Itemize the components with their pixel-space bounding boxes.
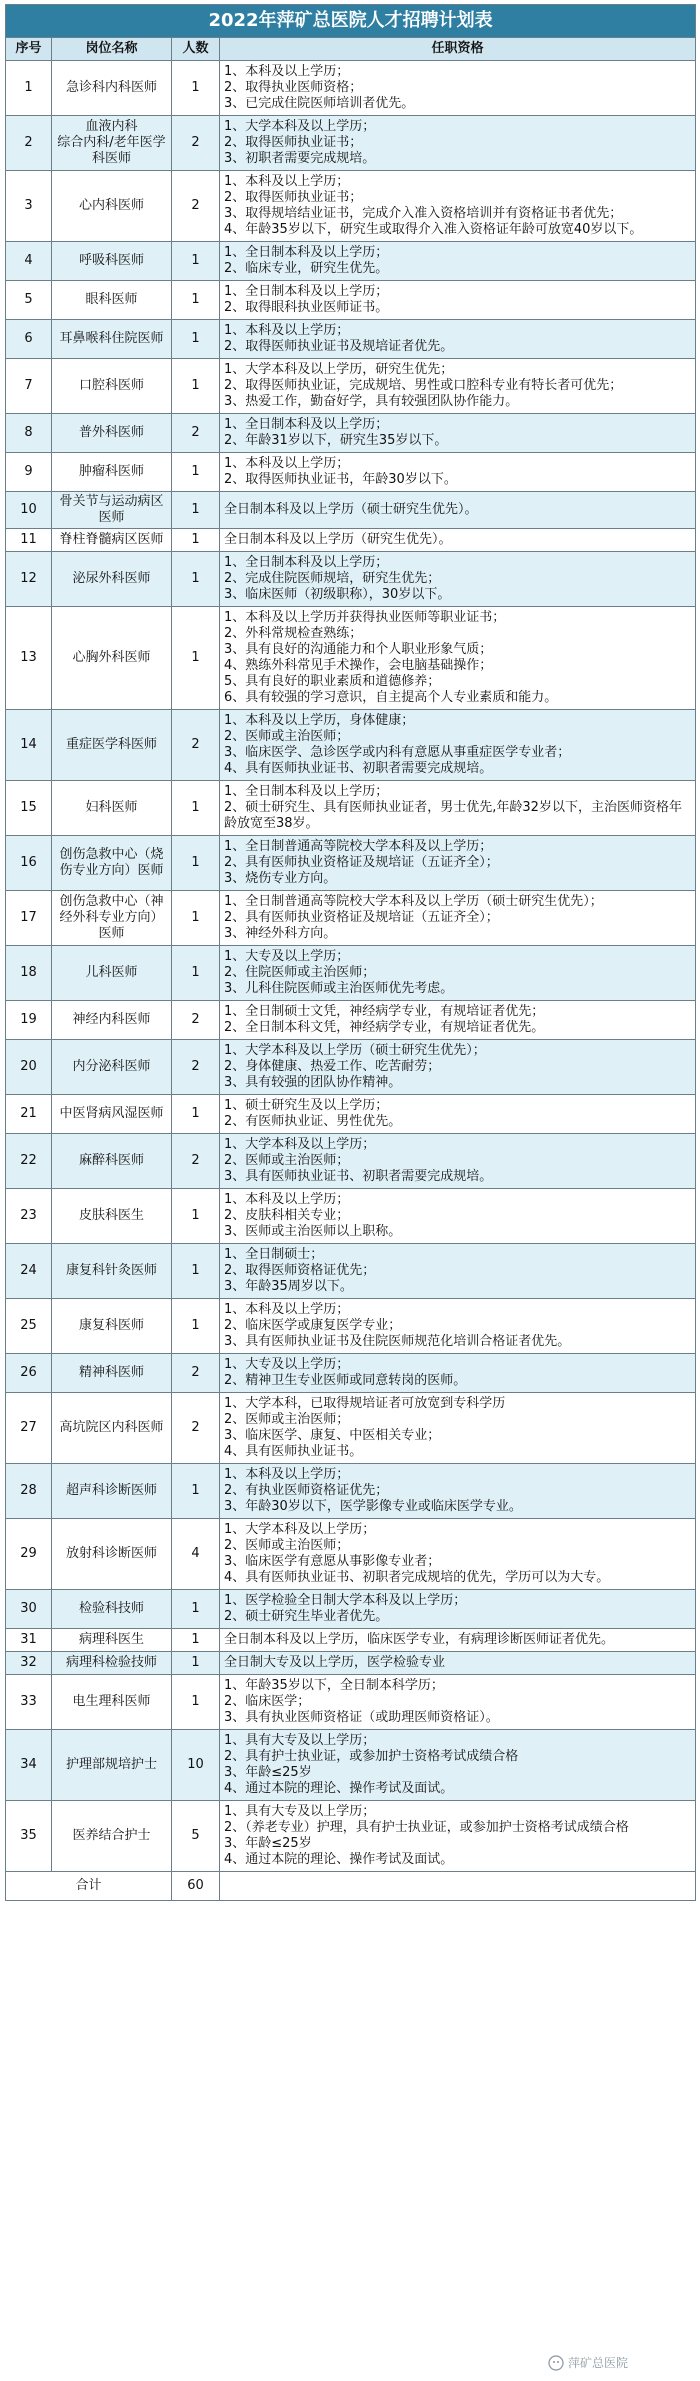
requirement-line: 1、本科及以上学历； xyxy=(224,174,350,189)
row-count: 1 xyxy=(172,1095,220,1134)
requirement-line: 2、取得医师执业证书； xyxy=(224,190,363,205)
table-row xyxy=(6,1590,696,1629)
row-number: 16 xyxy=(6,836,52,891)
requirement-line: 1、全日制硕士文凭，神经病学专业，有规培证者优先； xyxy=(224,1004,545,1019)
row-requirements xyxy=(220,61,696,116)
table-row xyxy=(6,1040,696,1095)
row-count: 2 xyxy=(172,1134,220,1189)
row-requirements xyxy=(220,359,696,414)
requirement-line: 3、医师或主治医师以上职称。 xyxy=(224,1224,402,1239)
requirement-line: 1、大学本科及以上学历； xyxy=(224,1137,376,1152)
row-number: 33 xyxy=(6,1675,52,1730)
table-row xyxy=(6,1730,696,1801)
row-count: 1 xyxy=(172,607,220,710)
row-count: 1 xyxy=(172,946,220,1001)
row-count: 1 xyxy=(172,359,220,414)
row-position: 病理科医生 xyxy=(52,1629,172,1652)
requirement-line: 1、医学检验全日制大学本科及以上学历； xyxy=(224,1593,467,1608)
row-count: 1 xyxy=(172,61,220,116)
row-count: 1 xyxy=(172,781,220,836)
requirement-line: 4、年龄35岁以下，研究生或取得介入准入资格证年龄可放宽40岁以下。 xyxy=(224,222,643,237)
requirement-line: 1、大学本科，已取得规培证者可放宽到专科学历 xyxy=(224,1396,506,1411)
row-requirements xyxy=(220,1001,696,1040)
row-number: 24 xyxy=(6,1244,52,1299)
row-number: 35 xyxy=(6,1801,52,1872)
row-number: 21 xyxy=(6,1095,52,1134)
table-row xyxy=(6,607,696,710)
requirement-line: 1、本科及以上学历； xyxy=(224,1192,350,1207)
row-position: 创伤急救中心（神经外科专业方向）医师 xyxy=(52,891,172,946)
row-number: 27 xyxy=(6,1393,52,1464)
requirement-line: 全日制本科及以上学历（研究生优先）。 xyxy=(224,532,452,547)
requirement-line: 2、精神卫生专业医师或同意转岗的医师。 xyxy=(224,1373,467,1388)
requirement-line: 3、年龄≤25岁 xyxy=(224,1765,312,1780)
row-number: 29 xyxy=(6,1519,52,1590)
row-requirements xyxy=(220,492,696,529)
requirement-line: 3、初职者需要完成规培。 xyxy=(224,151,376,166)
row-position: 检验科技师 xyxy=(52,1590,172,1629)
row-requirements xyxy=(220,414,696,453)
row-number: 26 xyxy=(6,1354,52,1393)
row-requirements xyxy=(220,1299,696,1354)
recruitment-table xyxy=(5,4,696,1901)
row-position: 妇科医师 xyxy=(52,781,172,836)
requirement-line: 4、通过本院的理论、操作考试及面试。 xyxy=(224,1781,454,1796)
table-row xyxy=(6,281,696,320)
requirement-line: 3、年龄30岁以下，医学影像专业或临床医学专业。 xyxy=(224,1499,522,1514)
row-requirements xyxy=(220,1354,696,1393)
row-number: 22 xyxy=(6,1134,52,1189)
table-row xyxy=(6,1001,696,1040)
row-requirements xyxy=(220,891,696,946)
row-count: 1 xyxy=(172,1675,220,1730)
requirement-line: 2、取得医师执业证书及规培证者优先。 xyxy=(224,339,454,354)
requirement-line: 2、有医师执业证、男性优先。 xyxy=(224,1114,402,1129)
table-row xyxy=(6,946,696,1001)
table-title: 2022年萍矿总医院人才招聘计划表 xyxy=(6,5,696,38)
row-position: 护理部规培护士 xyxy=(52,1730,172,1801)
row-count: 2 xyxy=(172,710,220,781)
row-requirements xyxy=(220,320,696,359)
row-requirements xyxy=(220,1519,696,1590)
table-row xyxy=(6,1354,696,1393)
row-requirements xyxy=(220,1629,696,1652)
row-position: 心胸外科医师 xyxy=(52,607,172,710)
requirement-line: 2、全日制本科文凭，神经病学专业，有规培证者优先。 xyxy=(224,1020,545,1035)
row-count: 1 xyxy=(172,1652,220,1675)
row-position: 电生理科医师 xyxy=(52,1675,172,1730)
requirement-line: 1、大专及以上学历； xyxy=(224,1357,350,1372)
requirement-line: 6、具有较强的学习意识，自主提高个人专业素质和能力。 xyxy=(224,690,558,705)
row-number: 3 xyxy=(6,171,52,242)
row-position: 泌尿外科医师 xyxy=(52,552,172,607)
requirement-line: 2、年龄31岁以下，研究生35岁以下。 xyxy=(224,433,448,448)
requirement-line: 1、硕士研究生及以上学历； xyxy=(224,1098,389,1113)
table-row xyxy=(6,710,696,781)
requirement-line: 1、全日制硕士； xyxy=(224,1247,324,1262)
table-row xyxy=(6,414,696,453)
requirement-line: 2、具有医师执业资格证及规培证（五证齐全）； xyxy=(224,910,499,925)
row-requirements xyxy=(220,171,696,242)
requirement-line: 1、本科及以上学历，身体健康； xyxy=(224,713,415,728)
table-row xyxy=(6,781,696,836)
requirement-line: 3、具有执业医师资格证（或助理医师资格证）。 xyxy=(224,1710,499,1725)
row-requirements xyxy=(220,1189,696,1244)
row-requirements xyxy=(220,116,696,171)
table-row xyxy=(6,242,696,281)
row-position: 骨关节与运动病区医师 xyxy=(52,492,172,529)
row-number: 34 xyxy=(6,1730,52,1801)
requirement-line: 2、取得医师资格证优先； xyxy=(224,1263,376,1278)
row-number: 18 xyxy=(6,946,52,1001)
table-row xyxy=(6,1801,696,1872)
requirement-line: 1、全日制本科及以上学历； xyxy=(224,417,389,432)
row-count: 1 xyxy=(172,1189,220,1244)
table-row xyxy=(6,891,696,946)
table-row xyxy=(6,1652,696,1675)
row-position: 康复科针灸医师 xyxy=(52,1244,172,1299)
total-label: 合计 xyxy=(6,1872,172,1901)
row-position: 普外科医师 xyxy=(52,414,172,453)
requirement-line: 2、医师或主治医师； xyxy=(224,1538,350,1553)
row-count: 1 xyxy=(172,891,220,946)
row-requirements xyxy=(220,836,696,891)
requirement-line: 全日制本科及以上学历（硕士研究生优先）。 xyxy=(224,502,478,517)
row-position: 病理科检验技师 xyxy=(52,1652,172,1675)
row-count: 1 xyxy=(172,320,220,359)
requirement-line: 3、烧伤专业方向。 xyxy=(224,871,337,886)
table-row xyxy=(6,171,696,242)
row-requirements xyxy=(220,552,696,607)
requirement-line: 1、本科及以上学历并获得执业医师等职业证书； xyxy=(224,610,506,625)
row-number: 28 xyxy=(6,1464,52,1519)
table-row xyxy=(6,116,696,171)
table-row xyxy=(6,61,696,116)
row-requirements xyxy=(220,1730,696,1801)
requirement-line: 1、全日制本科及以上学历； xyxy=(224,555,389,570)
row-position: 中医肾病风湿医师 xyxy=(52,1095,172,1134)
requirement-line: 1、年龄35岁以下，全日制本科学历； xyxy=(224,1678,444,1693)
row-number: 25 xyxy=(6,1299,52,1354)
row-count: 1 xyxy=(172,552,220,607)
row-requirements xyxy=(220,1590,696,1629)
requirement-line: 4、具有医师执业证书。 xyxy=(224,1444,363,1459)
row-count: 1 xyxy=(172,1464,220,1519)
row-number: 13 xyxy=(6,607,52,710)
row-position: 内分泌科医师 xyxy=(52,1040,172,1095)
row-position: 放射科诊断医师 xyxy=(52,1519,172,1590)
row-number: 1 xyxy=(6,61,52,116)
requirement-line: 2、有执业医师资格证优先； xyxy=(224,1483,389,1498)
row-count: 2 xyxy=(172,171,220,242)
row-position: 口腔科医师 xyxy=(52,359,172,414)
row-count: 10 xyxy=(172,1730,220,1801)
requirement-line: 2、医师或主治医师； xyxy=(224,1153,350,1168)
row-position: 血液内科 综合内科/老年医学科医师 xyxy=(52,116,172,171)
requirement-line: 2、（养老专业）护理，具有护士执业证，或参加护士资格考试成绩合格 xyxy=(224,1820,629,1835)
requirement-line: 2、具有医师执业资格证及规培证（五证齐全）； xyxy=(224,855,499,870)
row-position: 眼科医师 xyxy=(52,281,172,320)
requirement-line: 4、具有医师执业证书、初职者完成规培的优先，学历可以为大专。 xyxy=(224,1570,610,1585)
table-row xyxy=(6,1393,696,1464)
row-count: 1 xyxy=(172,1299,220,1354)
requirement-line: 3、临床医学、急诊医学或内科有意愿从事重症医学专业者； xyxy=(224,745,571,760)
row-requirements xyxy=(220,1652,696,1675)
watermark xyxy=(548,2354,628,2371)
row-count: 1 xyxy=(172,1590,220,1629)
header-count: 人数 xyxy=(172,38,220,61)
requirement-line: 4、具有医师执业证书、初职者需要完成规培。 xyxy=(224,761,493,776)
row-position: 重症医学科医师 xyxy=(52,710,172,781)
row-count: 2 xyxy=(172,116,220,171)
requirement-line: 2、医师或主治医师； xyxy=(224,729,350,744)
table-row xyxy=(6,359,696,414)
table-row xyxy=(6,836,696,891)
requirement-line: 4、熟练外科常见手术操作，会电脑基础操作； xyxy=(224,658,493,673)
requirement-line: 1、大学本科及以上学历； xyxy=(224,1522,376,1537)
requirement-line: 3、具有较强的团队协作精神。 xyxy=(224,1075,402,1090)
row-number: 6 xyxy=(6,320,52,359)
table-row xyxy=(6,1134,696,1189)
requirement-line: 1、大学本科及以上学历，研究生优先； xyxy=(224,362,454,377)
requirement-line: 1、全日制本科及以上学历； xyxy=(224,284,389,299)
row-position: 皮肤科医生 xyxy=(52,1189,172,1244)
row-position: 创伤急救中心（烧伤专业方向）医师 xyxy=(52,836,172,891)
header-position: 岗位名称 xyxy=(52,38,172,61)
row-count: 2 xyxy=(172,1001,220,1040)
requirement-line: 2、取得眼科执业医师证书。 xyxy=(224,300,389,315)
row-position: 康复科医师 xyxy=(52,1299,172,1354)
row-count: 1 xyxy=(172,492,220,529)
requirement-line: 2、外科常规检查熟练； xyxy=(224,626,363,641)
wechat-logo-icon xyxy=(548,2355,564,2371)
table-row xyxy=(6,1244,696,1299)
row-position: 麻醉科医师 xyxy=(52,1134,172,1189)
requirement-line: 2、硕士研究生、具有医师执业证者，男士优先,年龄32岁以下，主治医师资格年龄放宽至38岁。 xyxy=(224,800,682,831)
requirement-line: 3、年龄≤25岁 xyxy=(224,1836,312,1851)
requirement-line: 2、完成住院医师规培，研究生优先； xyxy=(224,571,441,586)
row-number: 12 xyxy=(6,552,52,607)
requirement-line: 2、住院医师或主治医师； xyxy=(224,965,376,980)
row-requirements xyxy=(220,529,696,552)
requirement-line: 3、临床医师（初级职称），30岁以下。 xyxy=(224,587,451,602)
row-number: 2 xyxy=(6,116,52,171)
requirement-line: 3、临床医学有意愿从事影像专业者； xyxy=(224,1554,441,1569)
requirement-line: 3、神经外科方向。 xyxy=(224,926,337,941)
row-position: 呼吸科医师 xyxy=(52,242,172,281)
requirement-line: 1、全日制普通高等院校大学本科及以上学历（硕士研究生优先）； xyxy=(224,894,603,909)
recruitment-table-sheet xyxy=(5,4,695,1901)
requirement-line: 1、全日制本科及以上学历； xyxy=(224,245,389,260)
row-count: 2 xyxy=(172,1393,220,1464)
requirement-line: 5、具有良好的职业素质和道德修养； xyxy=(224,674,441,689)
row-requirements xyxy=(220,1244,696,1299)
requirement-line: 1、大专及以上学历； xyxy=(224,949,350,964)
table-row xyxy=(6,320,696,359)
row-number: 30 xyxy=(6,1590,52,1629)
row-position: 超声科诊断医师 xyxy=(52,1464,172,1519)
row-requirements xyxy=(220,1040,696,1095)
requirement-line: 1、本科及以上学历； xyxy=(224,456,350,471)
row-number: 15 xyxy=(6,781,52,836)
requirement-line: 3、年龄35周岁以下。 xyxy=(224,1279,353,1294)
row-number: 19 xyxy=(6,1001,52,1040)
row-requirements xyxy=(220,946,696,1001)
requirement-line: 3、具有医师执业证书、初职者需要完成规培。 xyxy=(224,1169,493,1184)
requirement-line: 3、已完成住院医师培训者优先。 xyxy=(224,96,415,111)
row-requirements xyxy=(220,1134,696,1189)
table-row xyxy=(6,1629,696,1652)
requirement-line: 2、临床医学； xyxy=(224,1694,311,1709)
row-number: 32 xyxy=(6,1652,52,1675)
table-body xyxy=(6,61,696,1872)
requirement-line: 2、硕士研究生毕业者优先。 xyxy=(224,1609,389,1624)
row-number: 31 xyxy=(6,1629,52,1652)
requirement-line: 2、取得医师执业证书，年龄30岁以下。 xyxy=(224,472,457,487)
row-requirements xyxy=(220,453,696,492)
row-count: 1 xyxy=(172,453,220,492)
requirement-line: 3、具有良好的沟通能力和个人职业形象气质； xyxy=(224,642,493,657)
row-number: 20 xyxy=(6,1040,52,1095)
requirement-line: 2、医师或主治医师； xyxy=(224,1412,350,1427)
table-row xyxy=(6,1519,696,1590)
row-number: 4 xyxy=(6,242,52,281)
row-position: 肿瘤科医师 xyxy=(52,453,172,492)
row-number: 17 xyxy=(6,891,52,946)
row-position: 高坑院区内科医师 xyxy=(52,1393,172,1464)
row-count: 1 xyxy=(172,836,220,891)
row-count: 2 xyxy=(172,414,220,453)
row-requirements xyxy=(220,1801,696,1872)
requirement-line: 2、皮肤科相关专业； xyxy=(224,1208,350,1223)
total-count: 60 xyxy=(172,1872,220,1901)
row-requirements xyxy=(220,1464,696,1519)
table-row xyxy=(6,529,696,552)
requirement-line: 全日制本科及以上学历，临床医学专业，有病理诊断医师证者优先。 xyxy=(224,1632,615,1647)
row-requirements xyxy=(220,1095,696,1134)
row-position: 儿科医师 xyxy=(52,946,172,1001)
row-number: 5 xyxy=(6,281,52,320)
requirement-line: 1、大学本科及以上学历； xyxy=(224,119,376,134)
requirement-line: 1、本科及以上学历； xyxy=(224,323,350,338)
requirement-line: 全日制大专及以上学历，医学检验专业 xyxy=(224,1655,446,1670)
requirement-line: 1、具有大专及以上学历； xyxy=(224,1804,376,1819)
table-row xyxy=(6,492,696,529)
row-requirements xyxy=(220,1393,696,1464)
row-number: 8 xyxy=(6,414,52,453)
requirement-line: 1、本科及以上学历； xyxy=(224,1467,350,1482)
row-count: 1 xyxy=(172,281,220,320)
requirement-line: 1、本科及以上学历； xyxy=(224,64,350,79)
row-count: 1 xyxy=(172,529,220,552)
row-requirements xyxy=(220,1675,696,1730)
row-number: 7 xyxy=(6,359,52,414)
row-count: 2 xyxy=(172,1354,220,1393)
requirement-line: 2、取得执业医师资格； xyxy=(224,80,363,95)
row-count: 1 xyxy=(172,242,220,281)
row-count: 5 xyxy=(172,1801,220,1872)
table-row xyxy=(6,1464,696,1519)
row-number: 11 xyxy=(6,529,52,552)
row-count: 1 xyxy=(172,1244,220,1299)
row-position: 精神科医师 xyxy=(52,1354,172,1393)
requirement-line: 1、本科及以上学历； xyxy=(224,1302,350,1317)
row-number: 14 xyxy=(6,710,52,781)
row-requirements xyxy=(220,281,696,320)
row-number: 9 xyxy=(6,453,52,492)
requirement-line: 3、取得规培结业证书，完成介入准入资格培训并有资格证书者优先； xyxy=(224,206,623,221)
requirement-line: 2、具有护士执业证，或参加护士资格考试成绩合格 xyxy=(224,1749,519,1764)
requirement-line: 1、具有大专及以上学历； xyxy=(224,1733,376,1748)
row-count: 1 xyxy=(172,1629,220,1652)
row-count: 4 xyxy=(172,1519,220,1590)
row-requirements xyxy=(220,607,696,710)
table-row xyxy=(6,1675,696,1730)
row-count: 2 xyxy=(172,1040,220,1095)
row-position: 耳鼻喉科住院医师 xyxy=(52,320,172,359)
row-position: 脊柱脊髓病区医师 xyxy=(52,529,172,552)
requirement-line: 1、全日制普通高等院校大学本科及以上学历； xyxy=(224,839,493,854)
table-row xyxy=(6,1299,696,1354)
row-position: 心内科医师 xyxy=(52,171,172,242)
requirement-line: 3、儿科住院医师或主治医师优先考虑。 xyxy=(224,981,454,996)
table-row xyxy=(6,1095,696,1134)
row-requirements xyxy=(220,242,696,281)
requirement-line: 1、大学本科及以上学历（硕士研究生优先）； xyxy=(224,1043,486,1058)
header-requirements: 任职资格 xyxy=(220,38,696,61)
table-row xyxy=(6,552,696,607)
table-row xyxy=(6,1189,696,1244)
row-number: 10 xyxy=(6,492,52,529)
requirement-line: 4、通过本院的理论、操作考试及面试。 xyxy=(224,1852,454,1867)
row-position: 急诊科内科医师 xyxy=(52,61,172,116)
requirement-line: 2、临床专业，研究生优先。 xyxy=(224,261,389,276)
requirement-line: 2、临床医学或康复医学专业； xyxy=(224,1318,402,1333)
row-position: 医养结合护士 xyxy=(52,1801,172,1872)
total-empty-cell xyxy=(220,1872,696,1901)
table-row xyxy=(6,453,696,492)
header-no: 序号 xyxy=(6,38,52,61)
requirement-line: 2、身体健康、热爱工作、吃苦耐劳； xyxy=(224,1059,441,1074)
row-number: 23 xyxy=(6,1189,52,1244)
row-requirements xyxy=(220,781,696,836)
requirement-line: 1、全日制本科及以上学历； xyxy=(224,784,389,799)
watermark-text: 萍矿总医院 xyxy=(568,2356,629,2370)
row-requirements xyxy=(220,710,696,781)
requirement-line: 2、取得医师执业证书； xyxy=(224,135,363,150)
requirement-line: 3、热爱工作，勤奋好学，具有较强团队协作能力。 xyxy=(224,394,519,409)
requirement-line: 3、临床医学、康复、中医相关专业； xyxy=(224,1428,441,1443)
requirement-line: 2、取得医师执业证，完成规培、男性或口腔科专业有特长者可优先； xyxy=(224,378,623,393)
row-position: 神经内科医师 xyxy=(52,1001,172,1040)
requirement-line: 3、具有医师执业证书及住院医师规范化培训合格证者优先。 xyxy=(224,1334,571,1349)
